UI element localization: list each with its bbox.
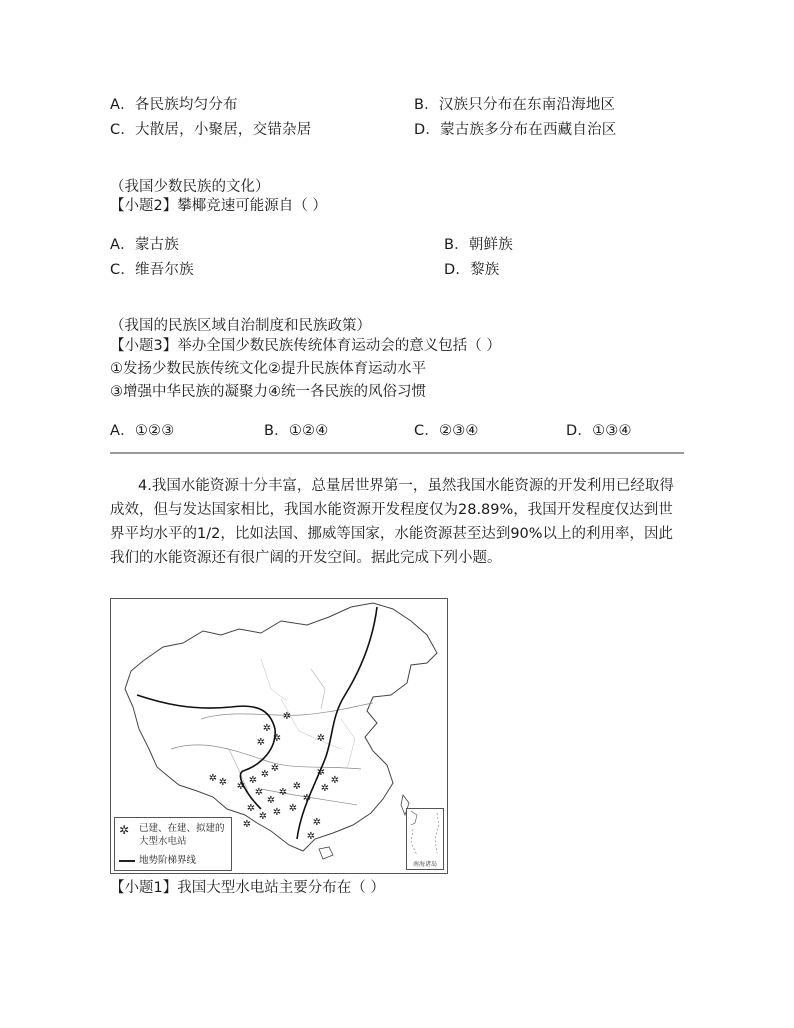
station-icon: ✲ bbox=[208, 773, 218, 784]
station-icon: ✲ bbox=[288, 803, 298, 814]
station-icon: ✲ bbox=[330, 775, 340, 786]
station-icon: ✲ bbox=[278, 787, 288, 798]
option-letter: C． bbox=[110, 122, 136, 138]
option-d-prev bbox=[414, 120, 616, 140]
q3-option-a bbox=[110, 421, 174, 441]
q2-stem: 【小题2】攀椰竞速可能源自（ ） bbox=[110, 198, 327, 214]
inset-islands-icon bbox=[407, 809, 443, 861]
option-text: ①②③ bbox=[134, 423, 175, 439]
option-letter: B． bbox=[444, 237, 469, 253]
station-icon: ✲ bbox=[292, 781, 302, 792]
station-icon: ✲ bbox=[320, 783, 330, 794]
station-icon: ✲ bbox=[260, 769, 270, 780]
hydropower-station-icon: ✲ bbox=[119, 823, 130, 837]
option-letter: A． bbox=[110, 423, 135, 439]
option-text: ①②④ bbox=[288, 423, 329, 439]
south-china-sea-inset bbox=[406, 808, 444, 870]
station-icon: ✲ bbox=[316, 733, 326, 744]
boundary-line-icon bbox=[119, 860, 135, 862]
station-icon: ✲ bbox=[316, 767, 326, 778]
station-icon: ✲ bbox=[272, 807, 282, 818]
option-text: 朝鲜族 bbox=[468, 237, 513, 253]
option-letter: A． bbox=[110, 97, 135, 113]
station-icon: ✲ bbox=[266, 795, 276, 806]
q2-topic: （我国少数民族的文化） bbox=[110, 179, 270, 195]
station-icon: ✲ bbox=[248, 775, 258, 786]
q2-option-d bbox=[444, 260, 499, 280]
station-icon: ✲ bbox=[302, 793, 312, 804]
legend-boundary-label: 地势阶梯界线 bbox=[139, 855, 197, 866]
station-icon: ✲ bbox=[312, 817, 322, 828]
option-a-prev bbox=[110, 95, 238, 115]
station-icon: ✲ bbox=[272, 733, 282, 744]
option-text: 蒙古族 bbox=[134, 237, 179, 253]
station-icon: ✲ bbox=[256, 737, 266, 748]
q2-option-b bbox=[444, 235, 513, 255]
option-text: ②③④ bbox=[439, 423, 479, 439]
map-legend bbox=[114, 817, 232, 871]
option-letter: B． bbox=[414, 97, 439, 113]
station-icon: ✲ bbox=[254, 787, 264, 798]
option-c-prev bbox=[110, 120, 311, 140]
station-icon: ✲ bbox=[270, 763, 280, 774]
q3-option-c bbox=[414, 421, 479, 441]
option-letter: D． bbox=[566, 423, 593, 439]
q3-stem: 【小题3】举办全国少数民族传统体育运动会的意义包括（ ） bbox=[110, 338, 501, 354]
station-icon: ✲ bbox=[218, 777, 228, 788]
option-text: ①③④ bbox=[592, 423, 632, 439]
station-icon: ✲ bbox=[262, 723, 272, 734]
q2-option-c bbox=[110, 260, 194, 280]
station-icon: ✲ bbox=[242, 819, 252, 830]
option-letter: D． bbox=[414, 122, 441, 138]
station-icon: ✲ bbox=[282, 711, 292, 722]
q2-option-a bbox=[110, 235, 179, 255]
q4-sub1-stem: 【小题1】我国大型水电站主要分布在（ ） bbox=[110, 880, 385, 896]
q3-topic: （我国的民族区域自治制度和民族政策） bbox=[110, 318, 371, 334]
q3-statements-line1: ①发扬少数民族传统文化②提升民族体育运动水平 bbox=[110, 361, 426, 377]
option-text: 各民族均匀分布 bbox=[134, 97, 238, 113]
option-text: 汉族只分布在东南沿海地区 bbox=[438, 97, 616, 113]
option-letter: D． bbox=[444, 262, 471, 278]
option-letter: C． bbox=[110, 262, 136, 278]
station-icon: ✲ bbox=[246, 803, 256, 814]
hydropower-map bbox=[110, 598, 448, 874]
station-icon: ✲ bbox=[258, 811, 268, 822]
option-text: 蒙古族多分布在西藏自治区 bbox=[440, 122, 617, 138]
section-divider bbox=[110, 452, 684, 454]
q3-option-b bbox=[264, 421, 328, 441]
option-letter: A． bbox=[110, 237, 135, 253]
station-icon: ✲ bbox=[236, 781, 246, 792]
option-text: 黎族 bbox=[470, 262, 500, 278]
q3-statements-line2: ③增强中华民族的凝聚力④统一各民族的风俗习惯 bbox=[110, 384, 426, 400]
q4-paragraph bbox=[110, 474, 686, 570]
option-letter: B． bbox=[264, 423, 289, 439]
legend-station-label: 已建、在建、拟建的大型水电站 bbox=[139, 823, 225, 847]
q4-paragraph-text: 4.我国水能资源十分丰富，总量居世界第一，虽然我国水能资源的开发利用已经取得成效，但与发达国家相比，我国水能资源开发程度仅为28.89%，我国开发程度仅达到世界平均水平的1/2，比如法国、挪威等国家，水能资源甚至达到90%以上的利用率，因此我们的水能资源还有很广阔的开发空间。据此完成下列小题。 bbox=[110, 478, 674, 566]
option-letter: C． bbox=[414, 423, 440, 439]
option-text: 维吾尔族 bbox=[135, 262, 194, 278]
q3-option-d bbox=[566, 421, 632, 441]
option-b-prev bbox=[414, 95, 615, 115]
inset-caption: 南海诸岛 bbox=[412, 861, 437, 868]
station-icon: ✲ bbox=[306, 831, 316, 842]
option-text: 大散居，小聚居，交错杂居 bbox=[135, 122, 312, 138]
